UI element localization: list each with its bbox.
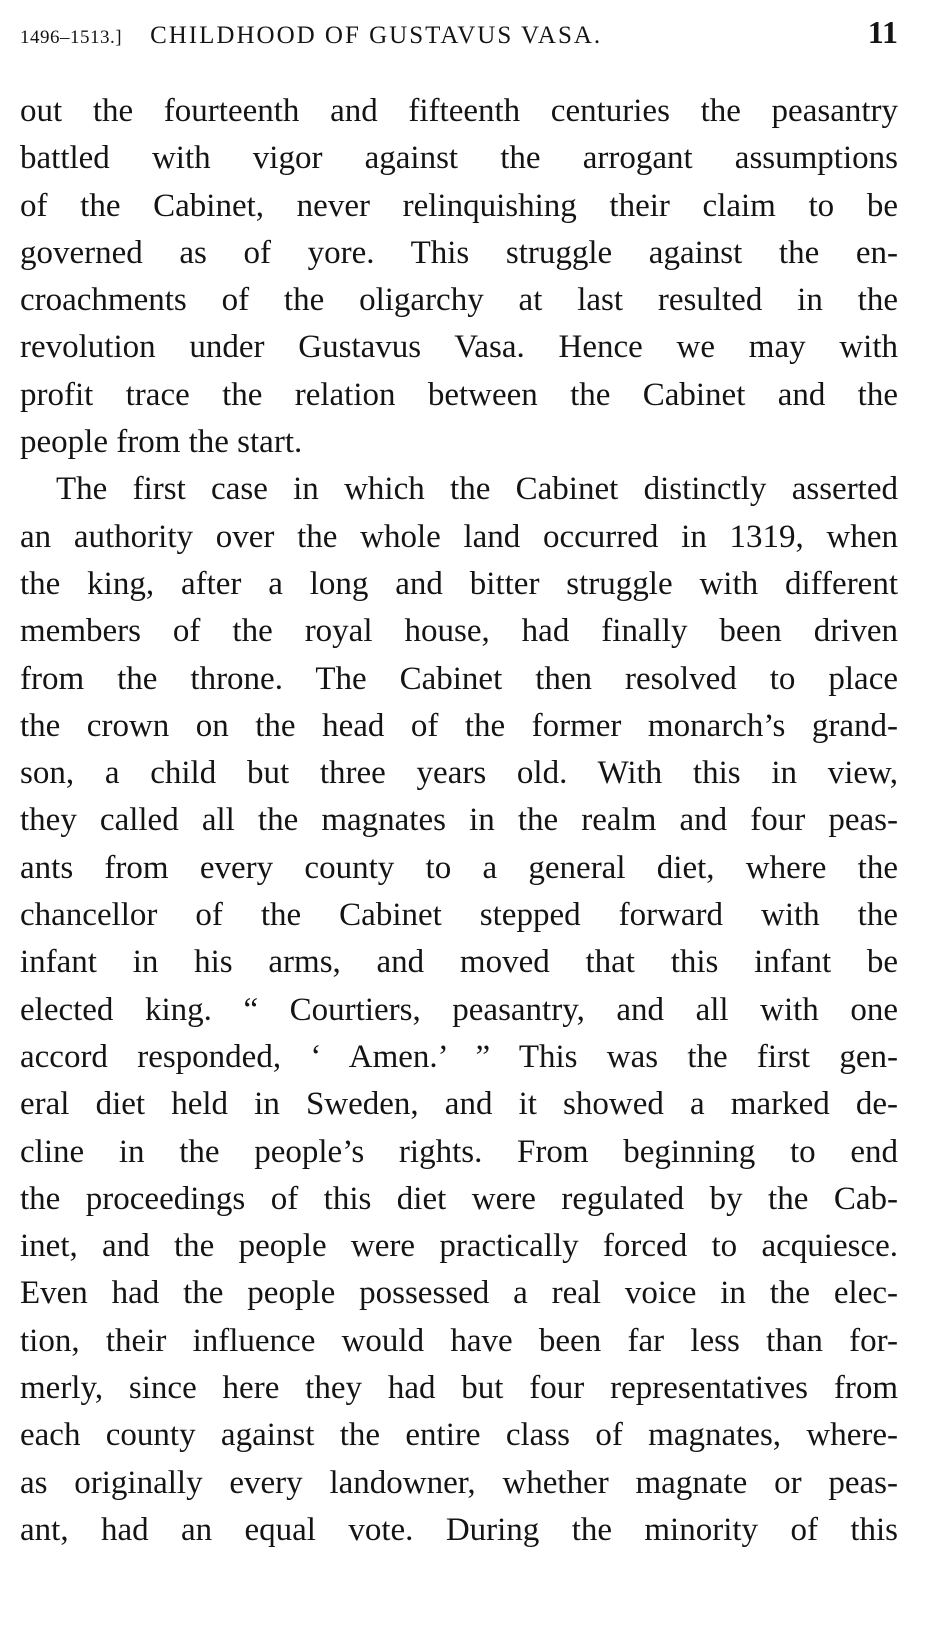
text-line: infant in his arms, and moved that this infant be xyxy=(20,944,898,981)
book-page xyxy=(20,14,898,1554)
text-line: each county against the entire class of magnates, where- xyxy=(20,1417,898,1454)
text-line: croachments of the oligarchy at last resulted in the xyxy=(20,282,898,319)
text-line: they called all the magnates in the realm and four peas- xyxy=(20,802,898,839)
text-line: revolution under Gustavus Vasa. Hence we may with xyxy=(20,329,898,366)
text-line: from the throne. The Cabinet then resolved to place xyxy=(20,660,898,697)
text-line: The first case in which the Cabinet distinctly asserted xyxy=(56,471,898,508)
text-line: accord responded, ‘ Amen.’ ” This was the first gen- xyxy=(20,1038,898,1075)
text-line: ants from every county to a general diet, where the xyxy=(20,849,898,886)
text-line: battled with vigor against the arrogant assumptions xyxy=(20,140,898,177)
text-line: eral diet held in Sweden, and it showed a marked de- xyxy=(20,1086,898,1123)
text-line: inet, and the people were practically forced to acquiesce. xyxy=(20,1228,898,1265)
text-line: elected king. “ Courtiers, peasantry, and all with one xyxy=(20,991,898,1028)
text-line: profit trace the relation between the Cabinet and the xyxy=(20,376,898,413)
text-line: cline in the people’s rights. From beginning to end xyxy=(20,1133,898,1170)
year-range: 1496–1513.] xyxy=(20,27,123,48)
text-line: governed as of yore. This struggle against the en- xyxy=(20,234,898,271)
paragraph-1 xyxy=(20,88,898,466)
running-header xyxy=(20,14,898,58)
text-line: the king, after a long and bitter struggle with different xyxy=(20,565,898,602)
page-number: 11 xyxy=(867,14,898,50)
text-line: ant, had an equal vote. During the minority of this xyxy=(20,1511,898,1548)
text-line: chancellor of the Cabinet stepped forward with the xyxy=(20,897,898,934)
text-line: of the Cabinet, never relinquishing their claim to be xyxy=(20,187,898,224)
chapter-title: CHILDHOOD OF GUSTAVUS VASA. xyxy=(150,22,603,49)
text-line: son, a child but three years old. With this in view, xyxy=(20,755,898,792)
text-line: tion, their influence would have been far less than for- xyxy=(20,1322,898,1359)
text-line: Even had the people possessed a real voice in the elec- xyxy=(20,1275,898,1312)
text-line: the crown on the head of the former monarch’s grand- xyxy=(20,707,898,744)
text-line: an authority over the whole land occurred in 1319, when xyxy=(20,518,898,555)
paragraph-2 xyxy=(20,466,898,1554)
text-line: people from the start. xyxy=(20,424,303,461)
text-line: out the fourteenth and fifteenth centuries the peasantry xyxy=(20,93,898,129)
text-line: the proceedings of this diet were regulated by the Cab- xyxy=(20,1180,898,1217)
text-line: members of the royal house, had finally been driven xyxy=(20,613,898,650)
text-line: as originally every landowner, whether magnate or peas- xyxy=(20,1464,898,1501)
text-line: merly, since here they had but four representatives from xyxy=(20,1370,898,1407)
